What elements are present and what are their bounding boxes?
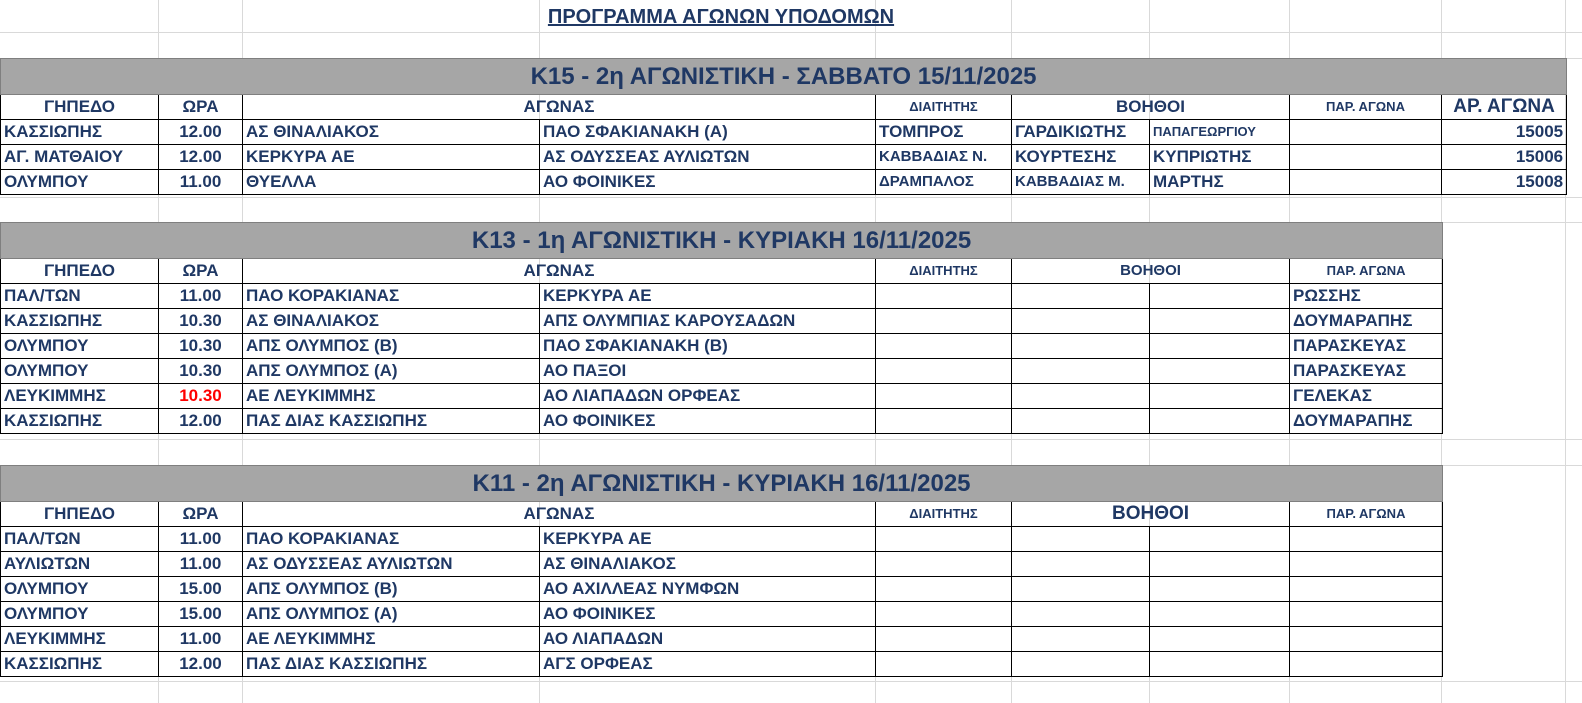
assistant1-cell [1012,334,1150,359]
referee-cell [876,409,1012,434]
observer-cell [1290,145,1442,170]
observer-cell: ΠΑΡΑΣΚΕΥΑΣ [1290,334,1443,359]
ground-cell: ΟΛΥΜΠΟΥ [1,577,159,602]
observer-cell: ΔΟΥΜΑΡΑΠΗΣ [1290,309,1443,334]
ground-cell: ΟΛΥΜΠΟΥ [1,602,159,627]
ground-cell: ΠΑΛ/ΤΩΝ [1,284,159,309]
col-match-no: ΑΡ. ΑΓΩΝΑ [1442,95,1567,120]
referee-cell: ΔΡΑΜΠΑΛΟΣ [876,170,1012,195]
col-referee: ΔΙΑΙΤΗΤΗΣ [876,502,1012,527]
assistant2-cell [1150,384,1290,409]
table-row [1,170,1567,195]
time-cell: 11.00 [159,552,243,577]
assistant1-cell [1012,552,1150,577]
observer-cell [1290,552,1443,577]
assistant2-cell [1150,527,1290,552]
referee-cell: ΚΑΒΒΑΔΙΑΣ Ν. [876,145,1012,170]
observer-cell [1290,627,1443,652]
observer-cell [1290,170,1442,195]
assistant2-cell [1150,284,1290,309]
col-referee: ΔΙΑΙΤΗΤΗΣ [876,95,1012,120]
away-team-cell: ΑΟ ΦΟΙΝΙΚΕΣ [540,170,876,195]
observer-cell [1290,577,1443,602]
away-team-cell: ΑΟ ΛΙΑΠΑΔΩΝ [540,627,876,652]
assistant1-cell: ΚΑΒΒΑΔΙΑΣ Μ. [1012,170,1150,195]
time-cell: 10.30 [159,359,243,384]
time-cell: 15.00 [159,602,243,627]
assistant1-cell [1012,527,1150,552]
assistant2-cell: ΚΥΠΡΙΩΤΗΣ [1150,145,1290,170]
time-cell: 10.30 [159,334,243,359]
ground-cell: ΟΛΥΜΠΟΥ [1,170,159,195]
ground-cell: ΚΑΣΣΙΩΠΗΣ [1,120,159,145]
section-header: Κ13 - 1η ΑΓΩΝΙΣΤΙΚΗ - ΚΥΡΙΑΚΗ 16/11/2025 [1,223,1443,259]
col-ground: ΓΗΠΕΔΟ [1,259,159,284]
ground-cell: ΑΥΛΙΩΤΩΝ [1,552,159,577]
ground-cell: ΚΑΣΣΙΩΠΗΣ [1,409,159,434]
column-header-row [1,259,1443,284]
table-row [1,309,1443,334]
table-row [1,284,1443,309]
col-match: ΑΓΩΝΑΣ [243,502,876,527]
assistant2-cell [1150,309,1290,334]
home-team-cell: ΑΣ ΘΙΝΑΛΙΑΚΟΣ [243,309,540,334]
section-header: Κ15 - 2η ΑΓΩΝΙΣΤΙΚΗ - ΣΑΒΒΑΤΟ 15/11/2025 [1,59,1567,95]
col-ground: ΓΗΠΕΔΟ [1,95,159,120]
page-title: ΠΡΟΓΡΑΜΜΑ ΑΓΩΝΩΝ ΥΠΟΔΟΜΩΝ [547,6,895,28]
home-team-cell: ΑΠΣ ΟΛΥΜΠΟΣ (Α) [243,359,540,384]
schedule-table-k15 [0,58,1567,195]
time-cell: 12.00 [159,120,243,145]
col-time: ΩΡΑ [159,95,243,120]
table-row [1,652,1443,677]
home-team-cell: ΑΠΣ ΟΛΥΜΠΟΣ (Α) [243,602,540,627]
observer-cell [1290,602,1443,627]
home-team-cell: ΠΑΣ ΔΙΑΣ ΚΑΣΣΙΩΠΗΣ [243,652,540,677]
section-header-row [1,59,1567,95]
time-cell: 15.00 [159,577,243,602]
home-team-cell: ΑΣ ΘΙΝΑΛΙΑΚΟΣ [243,120,540,145]
referee-cell [876,577,1012,602]
assistant2-cell: ΜΑΡΤΗΣ [1150,170,1290,195]
col-referee: ΔΙΑΙΤΗΤΗΣ [876,259,1012,284]
match-no-cell: 15008 [1442,170,1567,195]
away-team-cell: ΚΕΡΚΥΡΑ ΑΕ [540,284,876,309]
table-row [1,334,1443,359]
away-team-cell: ΑΣ ΘΙΝΑΛΙΑΚΟΣ [540,552,876,577]
observer-cell: ΔΟΥΜΑΡΑΠΗΣ [1290,409,1443,434]
home-team-cell: ΠΑΟ ΚΟΡΑΚΙΑΝΑΣ [243,527,540,552]
assistant1-cell: ΚΟΥΡΤΕΣΗΣ [1012,145,1150,170]
table-row [1,627,1443,652]
referee-cell [876,284,1012,309]
observer-cell [1290,527,1443,552]
referee-cell: ΤΟΜΠΡΟΣ [876,120,1012,145]
schedule-table-k13 [0,222,1443,434]
home-team-cell: ΑΕ ΛΕΥΚΙΜΜΗΣ [243,627,540,652]
assistant2-cell [1150,652,1290,677]
assistant2-cell [1150,577,1290,602]
referee-cell [876,627,1012,652]
assistant1-cell [1012,602,1150,627]
assistant2-cell: ΠΑΠΑΓΕΩΡΓΙΟΥ [1150,120,1290,145]
home-team-cell: ΑΣ ΟΔΥΣΣΕΑΣ ΑΥΛΙΩΤΩΝ [243,552,540,577]
time-cell: 12.00 [159,409,243,434]
table-row [1,552,1443,577]
table-row [1,359,1443,384]
column-header-row [1,502,1443,527]
away-team-cell: ΠΑΟ ΣΦΑΚΙΑΝΑΚΗ (Β) [540,334,876,359]
referee-cell [876,334,1012,359]
referee-cell [876,602,1012,627]
away-team-cell: ΑΣ ΟΔΥΣΣΕΑΣ ΑΥΛΙΩΤΩΝ [540,145,876,170]
time-cell: 12.00 [159,145,243,170]
away-team-cell: ΑΟ ΠΑΞΟΙ [540,359,876,384]
col-observer: ΠΑΡ. ΑΓΩΝΑ [1290,259,1443,284]
away-team-cell: ΠΑΟ ΣΦΑΚΙΑΝΑΚΗ (Α) [540,120,876,145]
assistant2-cell [1150,627,1290,652]
ground-cell: ΟΛΥΜΠΟΥ [1,334,159,359]
home-team-cell: ΑΕ ΛΕΥΚΙΜΜΗΣ [243,384,540,409]
column-header-row [1,95,1567,120]
home-team-cell: ΠΑΟ ΚΟΡΑΚΙΑΝΑΣ [243,284,540,309]
match-no-cell: 15005 [1442,120,1567,145]
time-cell-highlighted: 10.30 [159,384,243,409]
referee-cell [876,384,1012,409]
referee-cell [876,359,1012,384]
away-team-cell: ΑΟ ΛΙΑΠΑΔΩΝ ΟΡΦΕΑΣ [540,384,876,409]
referee-cell [876,309,1012,334]
col-assistants: ΒΟΗΘΟΙ [1012,502,1290,527]
table-row [1,384,1443,409]
col-observer: ΠΑΡ. ΑΓΩΝΑ [1290,502,1443,527]
referee-cell [876,527,1012,552]
col-match: ΑΓΩΝΑΣ [243,259,876,284]
match-no-cell: 15006 [1442,145,1567,170]
table-row [1,577,1443,602]
observer-cell: ΡΩΣΣΗΣ [1290,284,1443,309]
away-team-cell: ΑΟ ΑΧΙΛΛΕΑΣ ΝΥΜΦΩΝ [540,577,876,602]
table-row [1,409,1443,434]
col-ground: ΓΗΠΕΔΟ [1,502,159,527]
away-team-cell: ΚΕΡΚΥΡΑ ΑΕ [540,527,876,552]
table-row [1,145,1567,170]
ground-cell: ΠΑΛ/ΤΩΝ [1,527,159,552]
assistant1-cell [1012,627,1150,652]
col-assistants: ΒΟΗΘΟΙ [1012,95,1290,120]
away-team-cell: ΑΟ ΦΟΙΝΙΚΕΣ [540,602,876,627]
ground-cell: ΚΑΣΣΙΩΠΗΣ [1,652,159,677]
away-team-cell: ΑΠΣ ΟΛΥΜΠΙΑΣ ΚΑΡΟΥΣΑΔΩΝ [540,309,876,334]
col-observer: ΠΑΡ. ΑΓΩΝΑ [1290,95,1442,120]
col-assistants: ΒΟΗΘΟΙ [1012,259,1290,284]
assistant1-cell [1012,384,1150,409]
assistant1-cell: ΓΑΡΔΙΚΙΩΤΗΣ [1012,120,1150,145]
assistant1-cell [1012,284,1150,309]
table-row [1,527,1443,552]
assistant2-cell [1150,409,1290,434]
table-row [1,602,1443,627]
ground-cell: ΛΕΥΚΙΜΜΗΣ [1,627,159,652]
assistant2-cell [1150,552,1290,577]
assistant2-cell [1150,359,1290,384]
time-cell: 11.00 [159,627,243,652]
assistant1-cell [1012,409,1150,434]
time-cell: 11.00 [159,170,243,195]
section-header-row [1,466,1443,502]
ground-cell: ΛΕΥΚΙΜΜΗΣ [1,384,159,409]
referee-cell [876,552,1012,577]
ground-cell: ΑΓ. ΜΑΤΘΑΙΟΥ [1,145,159,170]
home-team-cell: ΠΑΣ ΔΙΑΣ ΚΑΣΣΙΩΠΗΣ [243,409,540,434]
home-team-cell: ΑΠΣ ΟΛΥΜΠΟΣ (Β) [243,577,540,602]
time-cell: 12.00 [159,652,243,677]
observer-cell [1290,652,1443,677]
assistant2-cell [1150,602,1290,627]
observer-cell: ΓΕΛΕΚΑΣ [1290,384,1443,409]
observer-cell [1290,120,1442,145]
referee-cell [876,652,1012,677]
ground-cell: ΟΛΥΜΠΟΥ [1,359,159,384]
assistant1-cell [1012,577,1150,602]
col-time: ΩΡΑ [159,502,243,527]
assistant2-cell [1150,334,1290,359]
table-row [1,120,1567,145]
time-cell: 11.00 [159,527,243,552]
ground-cell: ΚΑΣΣΙΩΠΗΣ [1,309,159,334]
assistant1-cell [1012,359,1150,384]
home-team-cell: ΘΥΕΛΛΑ [243,170,540,195]
away-team-cell: ΑΟ ΦΟΙΝΙΚΕΣ [540,409,876,434]
col-time: ΩΡΑ [159,259,243,284]
time-cell: 11.00 [159,284,243,309]
home-team-cell: ΚΕΡΚΥΡΑ ΑΕ [243,145,540,170]
observer-cell: ΠΑΡΑΣΚΕΥΑΣ [1290,359,1443,384]
col-match: ΑΓΩΝΑΣ [243,95,876,120]
away-team-cell: ΑΓΣ ΟΡΦΕΑΣ [540,652,876,677]
assistant1-cell [1012,309,1150,334]
section-header-row [1,223,1443,259]
assistant1-cell [1012,652,1150,677]
time-cell: 10.30 [159,309,243,334]
schedule-table-k11 [0,465,1443,677]
home-team-cell: ΑΠΣ ΟΛΥΜΠΟΣ (Β) [243,334,540,359]
section-header: Κ11 - 2η ΑΓΩΝΙΣΤΙΚΗ - ΚΥΡΙΑΚΗ 16/11/2025 [1,466,1443,502]
